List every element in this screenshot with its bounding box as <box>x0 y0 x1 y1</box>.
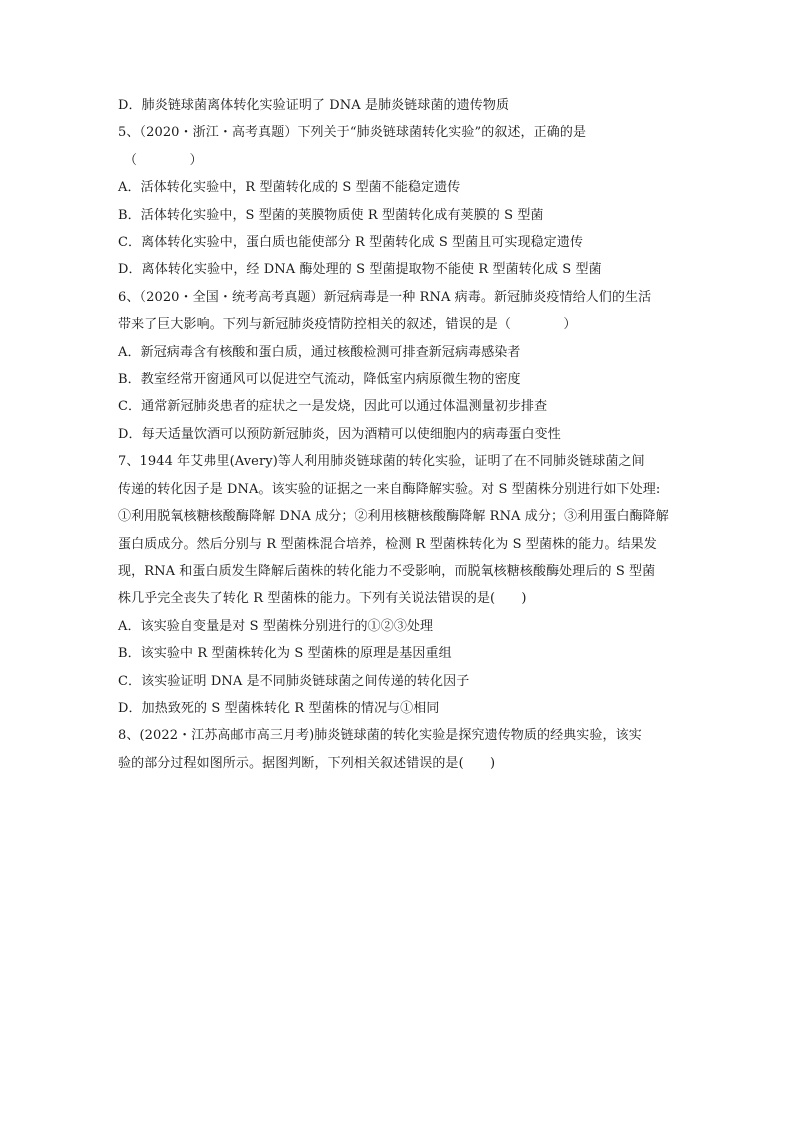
q8-stem-line-2: 验的部分过程如图所示。据图判断，下列相关叙述错误的是( ) <box>118 755 496 771</box>
q5-option-b: B．活体转化实验中，S 型菌的荚膜物质使 R 型菌转化成有荚膜的 S 型菌 <box>118 207 544 223</box>
q6-stem-line-2: 带来了巨大影响。下列与新冠肺炎疫情防控相关的叙述，错误的是（ ） <box>118 317 577 333</box>
q5-option-c: C．离体转化实验中，蛋白质也能使部分 R 型菌转化成 S 型菌且可实现稳定遗传 <box>118 235 584 251</box>
q7-option-a: A．该实验自变量是对 S 型菌株分别进行的①②③处理 <box>118 618 434 634</box>
q5-option-d: D．离体转化实验中，经 DNA 酶处理的 S 型菌提取物不能使 R 型菌转化成 S 型菌 <box>118 262 602 278</box>
q7-option-b: B．该实验中 R 型菌株转化为 S 型菌株的原理是基因重组 <box>118 646 452 662</box>
q6-option-a: A．新冠病毒含有核酸和蛋白质，通过核酸检测可排查新冠病毒感染者 <box>118 344 521 360</box>
q7-option-c: C．该实验证明 DNA 是不同肺炎链球菌之间传递的转化因子 <box>118 673 470 689</box>
q7-stem-line-1: 7、1944 年艾弗里(Avery)等人利用肺炎链球菌的转化实验，证明了在不同肺炎链球菌之间 <box>118 454 645 470</box>
q8-stem-line-1: 8、(2022・江苏高邮市高三月考)肺炎链球菌的转化实验是探究遗传物质的经典实验，该实 <box>118 728 642 744</box>
q7-stem-line-5: 现，RNA 和蛋白质发生降解后菌株的转化能力不受影响，而脱氧核糖核酸酶处理后的 S 型菌 <box>118 563 656 579</box>
q4-option-d: D．肺炎链球菌离体转化实验证明了 DNA 是肺炎链球菌的遗传物质 <box>118 98 510 113</box>
q7-stem-line-3: ①利用脱氧核糖核酸酶降解 DNA 成分；②利用核糖核酸酶降解 RNA 成分；③利用蛋白酶降解 <box>118 509 669 525</box>
q7-stem-line-4: 蛋白质成分。然后分别与 R 型菌株混合培养，检测 R 型菌株转化为 S 型菌株的能力。结果发 <box>118 536 657 552</box>
q5-answer-blank: （ ） <box>124 152 203 168</box>
q7-option-d: D．加热致死的 S 型菌株转化 R 型菌株的情况与①相同 <box>118 700 440 716</box>
q6-option-b: B．教室经常开窗通风可以促进空气流动，降低室内病原微生物的密度 <box>118 372 521 388</box>
q6-option-c: C．通常新冠肺炎患者的症状之一是发烧，因此可以通过体温测量初步排查 <box>118 399 548 415</box>
q6-stem-line-1: 6、（2020・全国・统考高考真题）新冠病毒是一种 RNA 病毒。新冠肺炎疫情给人们的生活 <box>118 289 652 305</box>
q5-option-a: A．活体转化实验中，R 型菌转化成的 S 型菌不能稳定遗传 <box>118 180 461 196</box>
q7-stem-line-2: 传递的转化因子是 DNA。该实验的证据之一来自酶降解实验。对 S 型菌株分别进行如下处理: <box>118 481 661 497</box>
q5-stem: 5、（2020・浙江・高考真题）下列关于“肺炎链球菌转化实验”的叙述，正确的是 <box>118 125 587 141</box>
document-page <box>118 92 678 777</box>
q7-stem-line-6: 株几乎完全丧失了转化 R 型菌株的能力。下列有关说法错误的是( ) <box>118 591 527 607</box>
q6-option-d: D．每天适量饮酒可以预防新冠肺炎，因为酒精可以使细胞内的病毒蛋白变性 <box>118 426 561 442</box>
